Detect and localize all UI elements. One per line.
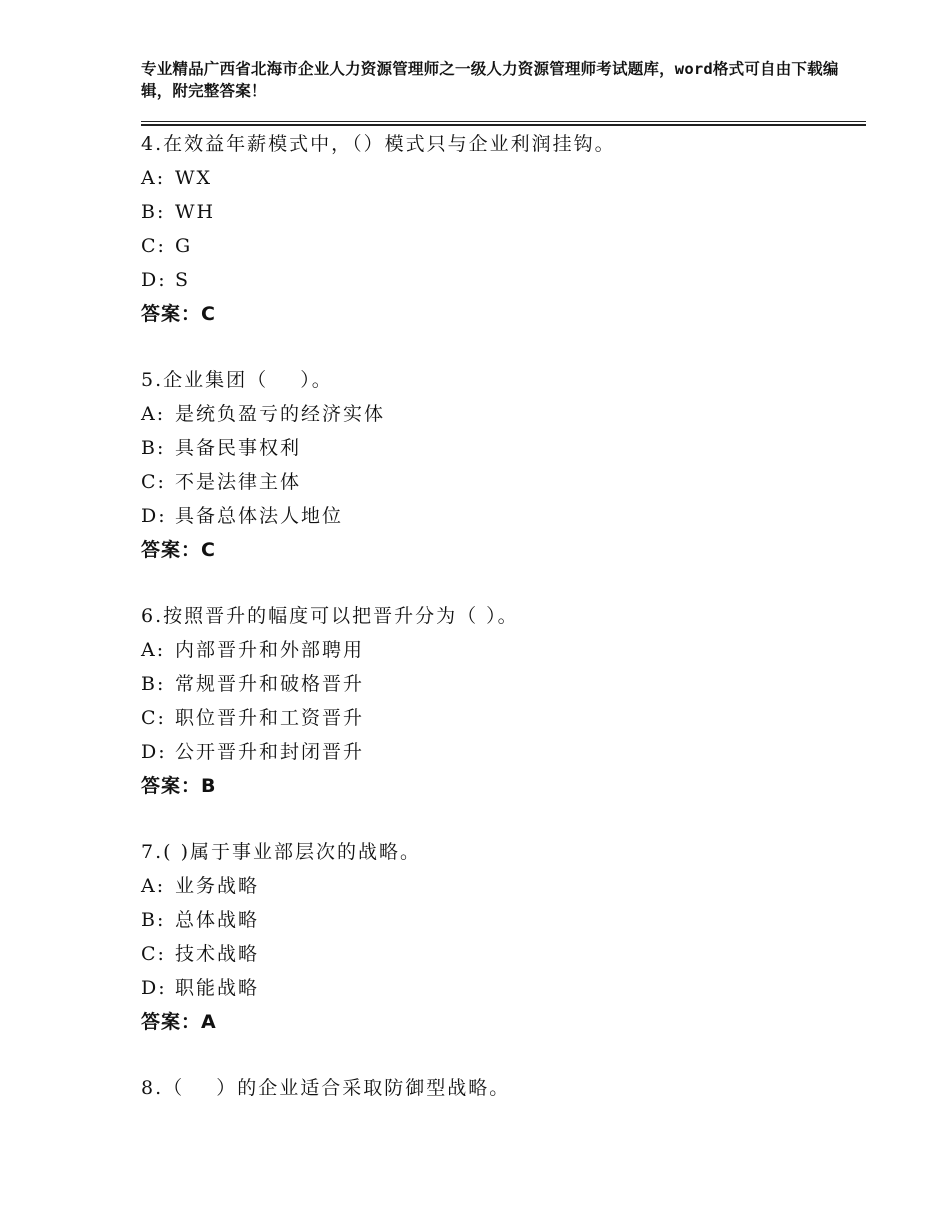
question-list	[141, 127, 866, 1137]
option-d	[141, 735, 866, 769]
option-label: D:	[141, 505, 167, 527]
option-text: 是统负盈亏的经济实体	[175, 403, 386, 425]
document-header: 专业精品广西省北海市企业人力资源管理师之一级人力资源管理师考试题库，word格式可自由下载编辑，附完整答案！	[141, 60, 839, 100]
option-d	[141, 971, 866, 1005]
option-a	[141, 397, 866, 431]
question-5	[141, 363, 866, 567]
option-label: C:	[141, 943, 166, 965]
option-c	[141, 465, 866, 499]
question-7	[141, 835, 866, 1039]
option-c	[141, 701, 866, 735]
option-label: A:	[141, 639, 166, 661]
option-text: WX	[175, 167, 213, 189]
question-stem: 4.在效益年薪模式中，（）模式只与企业利润挂钩。	[141, 133, 616, 155]
option-text: 职能战略	[175, 977, 260, 999]
option-text: 技术战略	[175, 943, 260, 965]
option-label: B:	[141, 201, 166, 223]
option-label: A:	[141, 403, 166, 425]
option-text: 常规晋升和破格晋升	[175, 673, 365, 695]
option-a	[141, 869, 866, 903]
option-b	[141, 431, 866, 465]
option-text: 公开晋升和封闭晋升	[175, 741, 365, 763]
option-text: 总体战略	[175, 909, 260, 931]
answer-line: 答案：C	[141, 303, 216, 325]
question-stem: 6.按照晋升的幅度可以把晋升分为（ ）。	[141, 605, 519, 627]
option-b	[141, 667, 866, 701]
option-text: 内部晋升和外部聘用	[175, 639, 365, 661]
option-b	[141, 195, 866, 229]
option-a	[141, 161, 866, 195]
option-a	[141, 633, 866, 667]
option-label: B:	[141, 437, 166, 459]
option-label: D:	[141, 741, 167, 763]
option-d	[141, 263, 866, 297]
option-c	[141, 229, 866, 263]
option-label: D:	[141, 977, 167, 999]
question-4	[141, 127, 866, 331]
question-8	[141, 1071, 866, 1105]
answer-line: 答案：C	[141, 539, 216, 561]
header-divider-thick	[141, 124, 866, 126]
option-text: G	[175, 235, 193, 257]
option-text: 职位晋升和工资晋升	[175, 707, 365, 729]
option-text: 业务战略	[175, 875, 260, 897]
question-stem: 5.企业集团（ ）。	[141, 369, 333, 391]
question-stem: 7.( )属于事业部层次的战略。	[141, 841, 421, 863]
option-label: C:	[141, 235, 166, 257]
option-label: B:	[141, 909, 166, 931]
option-label: C:	[141, 471, 166, 493]
option-label: A:	[141, 167, 166, 189]
option-label: B:	[141, 673, 166, 695]
option-c	[141, 937, 866, 971]
option-label: C:	[141, 707, 166, 729]
option-label: D:	[141, 269, 167, 291]
option-text: 具备总体法人地位	[175, 505, 344, 527]
option-b	[141, 903, 866, 937]
header-divider-thin	[141, 121, 866, 122]
question-6	[141, 599, 866, 803]
option-text: WH	[175, 201, 216, 223]
answer-line: 答案：A	[141, 1011, 217, 1033]
option-text: S	[175, 269, 191, 291]
option-text: 具备民事权利	[175, 437, 302, 459]
question-stem: 8.（ ）的企业适合采取防御型战略。	[141, 1077, 511, 1099]
option-d	[141, 499, 866, 533]
option-label: A:	[141, 875, 166, 897]
answer-line: 答案：B	[141, 775, 217, 797]
option-text: 不是法律主体	[175, 471, 302, 493]
